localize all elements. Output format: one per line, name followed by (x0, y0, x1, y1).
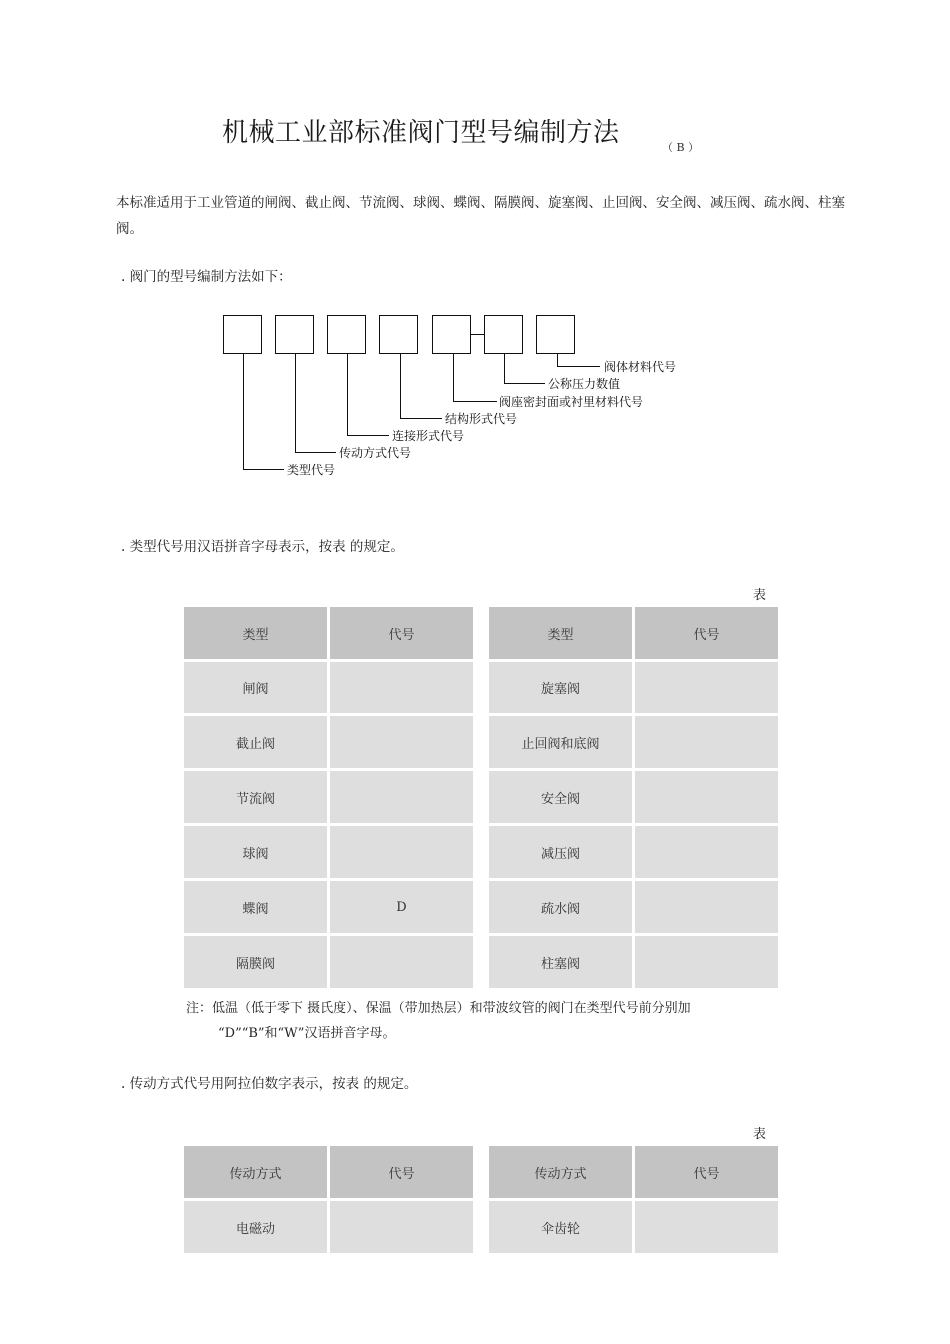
table-cell: 柱塞阀 (489, 936, 632, 988)
code-box-2 (276, 316, 314, 354)
table-cell (635, 1201, 778, 1253)
section-heading-1: . 阀门的型号编制方法如下： (121, 269, 292, 285)
label-nominal-pressure: 公称压力数值 (548, 377, 621, 391)
table-cell (635, 771, 778, 823)
table-cell: D (330, 881, 473, 933)
code-box-1 (224, 316, 262, 354)
table2-label: 表 (753, 1127, 767, 1142)
label-type-code: 类型代号 (287, 463, 336, 477)
label-seat-material: 阀座密封面或衬里材料代号 (499, 395, 644, 409)
label-body-material: 阀体材料代号 (604, 360, 677, 374)
table-cell (635, 826, 778, 878)
table-cell (635, 936, 778, 988)
table1-note-line2: “D”“B”和“W”汉语拼音字母。 (218, 1026, 396, 1041)
section-heading-2: . 类型代号用汉语拼音字母表示，按表 的规定。 (121, 539, 404, 555)
table2-header-code-right: 代号 (635, 1146, 778, 1198)
page-title: 机械工业部标准阀门型号编制方法 (222, 118, 620, 148)
table-cell: 蝶阀 (184, 881, 327, 933)
table-cell: 疏水阀 (489, 881, 632, 933)
table1-header-code-left: 代号 (330, 607, 473, 659)
table1-header-code-right: 代号 (635, 607, 778, 659)
table-cell: 隔膜阀 (184, 936, 327, 988)
intro-paragraph: 本标准适用于工业管道的闸阀、截止阀、节流阀、球阀、蝶阀、隔膜阀、旋塞阀、止回阀、安全阀、减压阀、疏水阀、柱塞阀。 (116, 195, 845, 237)
label-drive-mode: 传动方式代号 (339, 446, 412, 460)
table-cell: 电磁动 (184, 1201, 327, 1253)
table-cell: 伞齿轮 (489, 1201, 632, 1253)
label-connection-form: 连接形式代号 (392, 429, 465, 443)
table-cell: 截止阀 (184, 716, 327, 768)
table1-label: 表 (753, 588, 767, 603)
table-cell: 旋塞阀 (489, 662, 632, 713)
table2-header-drive-right: 传动方式 (489, 1146, 632, 1198)
table-cell (330, 771, 473, 823)
code-box-4 (380, 316, 418, 354)
table-cell: 安全阀 (489, 771, 632, 823)
section-heading-3: . 传动方式代号用阿拉伯数字表示，按表 的规定。 (121, 1076, 418, 1092)
table1-header-type-left: 类型 (184, 607, 327, 659)
table-cell: 球阀 (184, 826, 327, 878)
model-code-diagram (0, 0, 950, 500)
table-cell (330, 716, 473, 768)
table-cell (635, 716, 778, 768)
table-cell: 减压阀 (489, 826, 632, 878)
code-box-3 (328, 316, 366, 354)
table2-header-drive-left: 传动方式 (184, 1146, 327, 1198)
table-cell: 止回阀和底阀 (489, 716, 632, 768)
table-cell (635, 881, 778, 933)
table-cell (330, 662, 473, 713)
table-cell (330, 936, 473, 988)
code-box-6 (485, 316, 523, 354)
table1-note-line1: 注：低温（低于零下 摄氏度）、保温（带加热层）和带波纹管的阀门在类型代号前分别加 (186, 1001, 691, 1016)
table-cell (635, 662, 778, 713)
code-box-5 (433, 316, 471, 354)
table-cell: 节流阀 (184, 771, 327, 823)
table2-header-code-left: 代号 (330, 1146, 473, 1198)
table-cell: 闸阀 (184, 662, 327, 713)
title-standard-code: （ B ） (662, 141, 700, 154)
table-cell (330, 1201, 473, 1253)
code-box-7 (537, 316, 575, 354)
table1-header-type-right: 类型 (489, 607, 632, 659)
label-structure-form: 结构形式代号 (445, 412, 518, 426)
table-cell (330, 826, 473, 878)
